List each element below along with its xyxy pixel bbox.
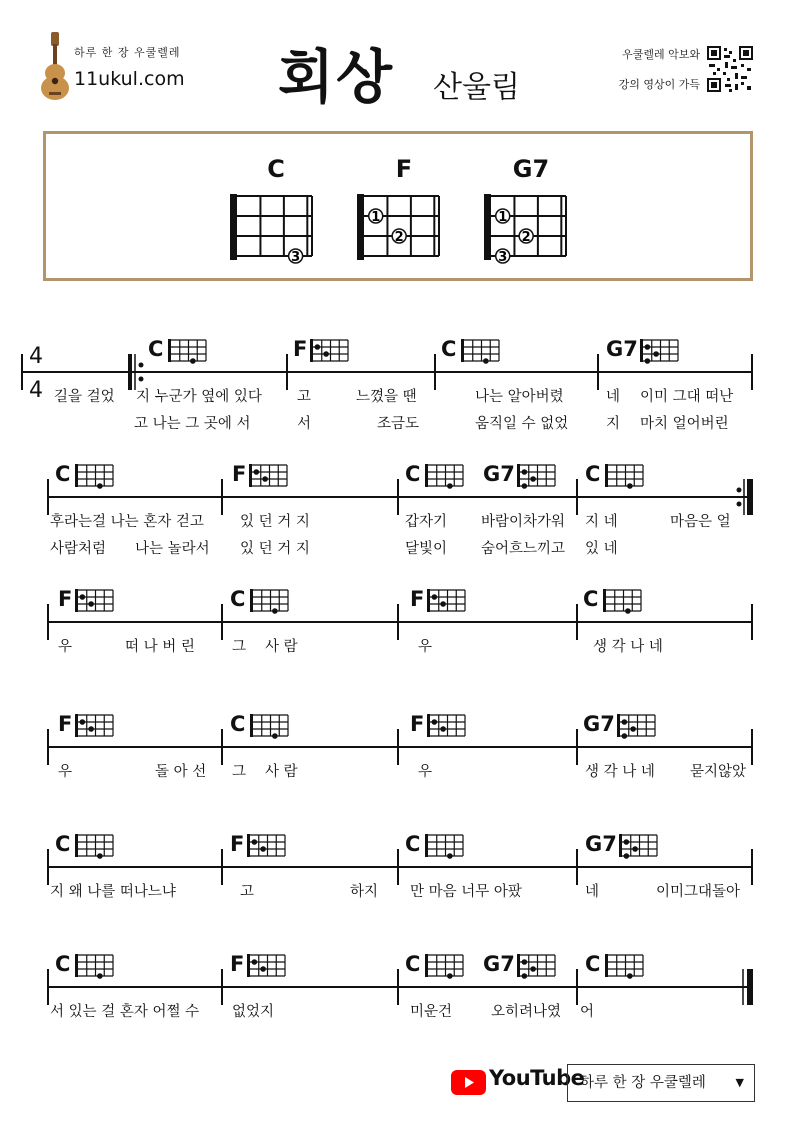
chord-label: F (58, 587, 73, 611)
chord-label: C (583, 587, 599, 611)
finger-number: 1 (498, 210, 508, 225)
mini-chord-diagram-c (75, 834, 113, 859)
mini-chord-diagram-f (247, 834, 285, 857)
mini-chord-diagram-c (605, 954, 643, 979)
song-title: 회상 (278, 43, 395, 111)
finger-dot (645, 358, 651, 364)
chord-label: C (55, 952, 71, 976)
lyric-text: 하지 (350, 884, 379, 900)
finger-number: 3 (498, 250, 508, 265)
mini-chord-diagram-g7 (517, 954, 555, 979)
mini-chord-diagram-f (427, 589, 465, 612)
finger-dot (632, 846, 638, 852)
mini-chord-diagram-f (310, 339, 348, 362)
lyric-text: 나는 알아버렸 (475, 389, 564, 405)
finger-dot (447, 483, 453, 489)
lyric-text: 떠 나 버 린 (125, 639, 195, 655)
chord-label: F (410, 712, 425, 736)
chord-box-name-g7: G7 (512, 155, 550, 183)
finger-dot (252, 959, 258, 965)
finger-dot (80, 594, 86, 600)
chord-label: G7 (583, 712, 615, 736)
finger-dot (440, 601, 446, 607)
chord-label: C (405, 832, 421, 856)
chord-diagram-c (230, 194, 312, 265)
lyric-text: 바람이차가워 (481, 514, 566, 530)
finger-dot (88, 726, 94, 732)
finger-number: 2 (521, 230, 531, 245)
finger-dot (522, 959, 528, 965)
time-signature-bottom: 4 (29, 378, 43, 403)
mini-chord-diagram-g7 (640, 339, 678, 364)
mini-chord-diagram-f (247, 954, 285, 977)
mini-chord-diagram-f (75, 589, 113, 612)
finger-dot (624, 853, 630, 859)
lyric-text: 지 네 (585, 514, 618, 530)
song-artist: 산울림 (433, 70, 520, 105)
finger-dot (522, 469, 528, 475)
mini-chord-diagram-c (75, 464, 113, 489)
finger-dot (627, 973, 633, 979)
lyric-text: 만 마음 너무 아팠 (410, 884, 522, 900)
finger-dot (262, 476, 268, 482)
finger-dot (190, 358, 196, 364)
lyric-text: 그 (232, 764, 247, 780)
finger-dot (530, 476, 536, 482)
chord-label: C (230, 712, 246, 736)
finger-dot (522, 973, 528, 979)
finger-number: 2 (394, 230, 404, 245)
chord-label: F (230, 832, 245, 856)
lyric-text: 마음은 얼 (670, 514, 731, 530)
lyric-text: 고 (297, 389, 312, 405)
chord-label: C (148, 337, 164, 361)
finger-dot (483, 358, 489, 364)
lyric-text: 있 던 거 지 (240, 541, 310, 557)
repeat-dot (737, 502, 742, 507)
finger-dot (522, 483, 528, 489)
chord-label: C (405, 952, 421, 976)
chord-label: F (230, 952, 245, 976)
lyric-text: 조금도 (377, 416, 420, 432)
finger-dot (260, 846, 266, 852)
mini-chord-diagram-f (427, 714, 465, 737)
chord-label: F (232, 462, 247, 486)
lyric-text: 그 (232, 639, 247, 655)
finger-dot (97, 973, 103, 979)
finger-dot (432, 719, 438, 725)
chord-label: C (405, 462, 421, 486)
lyric-text: 우 (418, 639, 433, 655)
lyric-text: 사 람 (265, 639, 298, 655)
repeat-end-thick-bar (747, 479, 752, 515)
lyric-text: 미운건 (410, 1004, 453, 1020)
chord-label: F (410, 587, 425, 611)
lyric-text: 고 나는 그 곳에 서 (134, 416, 251, 432)
finger-dot (260, 966, 266, 972)
lyric-text: 느꼈을 땐 (356, 389, 417, 405)
lyric-text: 지 왜 나를 떠나느냐 (50, 884, 176, 900)
mini-chord-diagram-c (75, 954, 113, 979)
mini-chord-diagram-c (250, 714, 288, 739)
chord-box-name-c: C (267, 155, 285, 183)
channel-dropdown[interactable] (567, 1064, 755, 1102)
finger-dot (88, 601, 94, 607)
lyric-text: 네 (585, 884, 600, 900)
mini-chord-diagram-c (168, 339, 206, 364)
time-signature-top: 4 (29, 344, 43, 369)
repeat-dot (139, 363, 144, 368)
finger-dot (80, 719, 86, 725)
chord-label: C (230, 587, 246, 611)
promo-line-1: 우쿨렐레 악보와 (622, 48, 700, 61)
finger-dot (622, 719, 628, 725)
finger-dot (447, 973, 453, 979)
brand-url[interactable]: 11ukul.com (74, 68, 185, 90)
lyric-text: 어 (580, 1004, 595, 1020)
finger-dot (622, 733, 628, 739)
chord-label: C (441, 337, 457, 361)
lyric-text: 움직일 수 없었 (475, 416, 569, 432)
finger-dot (645, 344, 651, 350)
lyric-text: 우 (58, 764, 73, 780)
finger-dot (627, 483, 633, 489)
mini-chord-diagram-c (605, 464, 643, 489)
lyric-text: 사 람 (265, 764, 298, 780)
mini-chord-diagram-f (249, 464, 287, 487)
lyric-text: 지 누군가 옆에 있다 (136, 389, 262, 405)
lyric-text: 이미 그대 떠난 (640, 389, 734, 405)
mini-chord-diagram-g7 (517, 464, 555, 489)
finger-dot (97, 483, 103, 489)
chord-label: G7 (606, 337, 638, 361)
mini-chord-diagram-g7 (617, 714, 655, 739)
lyric-text: 생 각 나 네 (593, 639, 663, 655)
youtube-wordmark[interactable]: YouTube (489, 1066, 585, 1090)
mini-chord-diagram-g7 (619, 834, 657, 859)
brand-tagline: 하루 한 장 우쿨렐레 (74, 46, 181, 59)
finger-dot (315, 344, 321, 350)
chord-label: F (58, 712, 73, 736)
chord-box-name-f: F (395, 155, 413, 183)
repeat-dot (139, 377, 144, 382)
chord-label: C (55, 832, 71, 856)
lyric-text: 사람처럼 (50, 541, 107, 557)
lyric-text: 묻지않았 (690, 764, 747, 780)
finger-dot (530, 966, 536, 972)
chord-diagram-g7 (484, 194, 566, 265)
chord-label: G7 (585, 832, 617, 856)
repeat-start-thick-bar (128, 354, 132, 390)
final-thick-bar (747, 969, 752, 1005)
finger-dot (432, 594, 438, 600)
lyric-text: 우 (418, 764, 433, 780)
chord-diagram-f (357, 194, 439, 260)
lyric-text: 서 (297, 416, 312, 432)
finger-dot (323, 351, 329, 357)
finger-dot (624, 839, 630, 845)
mini-chord-diagram-c (425, 954, 463, 979)
mini-chord-diagram-c (425, 834, 463, 859)
lyric-text: 돌 아 선 (155, 764, 207, 780)
mini-chord-diagram-f (75, 714, 113, 737)
lyric-text: 길을 걸었 (54, 389, 115, 405)
lyric-text: 서 있는 걸 혼자 어쩔 수 (50, 1004, 200, 1020)
repeat-dot (737, 488, 742, 493)
lyric-text: 갑자기 (405, 514, 448, 530)
finger-dot (625, 608, 631, 614)
lyric-text: 우 (58, 639, 73, 655)
triangle-down-icon[interactable]: ▼ (735, 1076, 744, 1089)
mini-chord-diagram-c (425, 464, 463, 489)
mini-chord-diagram-c (603, 589, 641, 614)
chord-label: C (585, 462, 601, 486)
lyric-text: 생 각 나 네 (585, 764, 655, 780)
lyric-text: 있 던 거 지 (240, 514, 310, 530)
finger-dot (440, 726, 446, 732)
chord-label: G7 (483, 952, 515, 976)
finger-dot (630, 726, 636, 732)
lyric-text: 오히려나였 (491, 1004, 562, 1020)
mini-chord-diagram-c (461, 339, 499, 364)
lyric-text: 숨어흐느끼고 (481, 541, 566, 557)
chord-label: G7 (483, 462, 515, 486)
lyric-text: 달빛이 (405, 541, 448, 557)
finger-dot (272, 608, 278, 614)
lyric-text: 네 (606, 389, 621, 405)
lyric-text: 지 (606, 416, 621, 432)
youtube-logo-icon[interactable] (451, 1070, 486, 1095)
lyric-text: 마치 얼어버린 (640, 416, 729, 432)
mini-chord-diagram-c (250, 589, 288, 614)
lyric-text: 이미그대돌아 (656, 884, 741, 900)
finger-dot (252, 839, 258, 845)
channel-name: 하루 한 장 우쿨렐레 (580, 1075, 706, 1091)
lyric-text: 후라는걸 나는 혼자 걷고 (50, 514, 204, 530)
finger-dot (447, 853, 453, 859)
finger-dot (254, 469, 260, 475)
lyric-text: 나는 놀라서 (135, 541, 210, 557)
promo-line-2: 강의 영상이 가득 (618, 78, 700, 91)
finger-dot (97, 853, 103, 859)
finger-dot (272, 733, 278, 739)
chord-label: C (55, 462, 71, 486)
finger-number: 1 (371, 210, 381, 225)
finger-number: 3 (291, 250, 301, 265)
chord-label: F (293, 337, 308, 361)
lyric-text: 없었지 (232, 1004, 275, 1020)
lyric-text: 있 네 (585, 541, 618, 557)
chord-label: C (585, 952, 601, 976)
lyric-text: 고 (240, 884, 255, 900)
finger-dot (653, 351, 659, 357)
